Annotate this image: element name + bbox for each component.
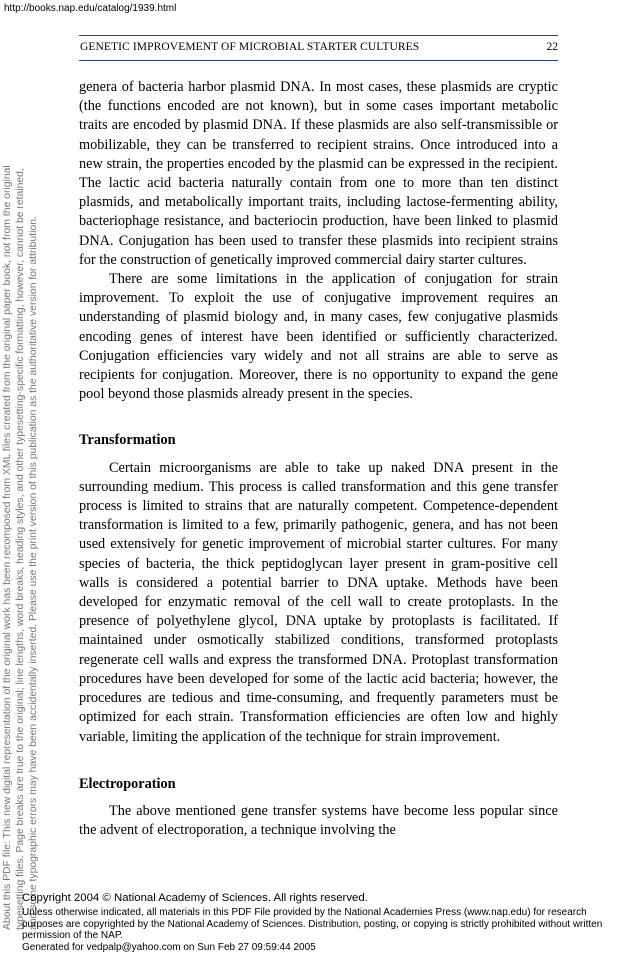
side-disclaimer-line-3: and some typographic errors may have been accidentally inserted. Please use the print version of this publication as the authoritative version for attribution. xyxy=(28,216,40,930)
heading-electroporation: Electroporation xyxy=(79,775,176,792)
running-title: GENETIC IMPROVEMENT OF MICROBIAL STARTER CULTURES xyxy=(80,41,420,53)
copyright-notice: Copyright 2004 © National Academy of Sciences. All rights reserved. xyxy=(22,892,368,904)
paragraph-plasmids: genera of bacteria harbor plasmid DNA. In most cases, these plasmids are cryptic (the functions encoded are not known), but in some cases important metabolic traits are encoded by plasmid DNA. If these plasmids are also self-transmissible or mobilizable, they can be transferred to recipient strains. Once introduced into a new strain, the properties encoded by the plasmid can be expressed in the recipient. The lactic acid bacteria naturally contain from one to more than ten distinct plasmids, and metabolically important traits, including lactose-fermenting ability, bacteriophage resistance, and bacteriocin production, have been linked to plasmid DNA. Conjugation has been used to transfer these plasmids into recipient strains for the construction of genetically improved commercial dairy starter cultures. xyxy=(79,79,558,268)
paragraph-conjugation-limits: There are some limitations in the application of conjugation for strain improvement. To exploit the use of conjugative improvement requires an understanding of plasmid biology and, in many cases, few conjugative plasmids encoding genes of interest have been identified or sufficiently characterized. Conjugation efficiencies vary widely and not all strains are able to serve as recipients for conjugation. Moreover, there is no opportunity to expand the gene pool beyond those plasmids already present in the species. xyxy=(79,271,558,403)
paragraph-transformation: Certain microorganisms are able to take up naked DNA present in the surrounding medium. This process is called transformation and this gene transfer process is limited to strains that are naturally competent. Competence-dependent transformation is limited to a few, primarily pathogenic, genera, and has not been used extensively for genetic improvement of microbial starter cultures. For many species of bacteria, the thick peptidoglycan layer present in gram-positive cell walls is considered a potential barrier to DNA uptake. Methods have been developed for enzymatic removal of the cell wall to create protoplasts. In the presence of polyethylene glycol, DNA uptake by protoplasts is facilitated. If maintained under osmotically stabilized conditions, transformed protoplasts regenerate cell walls and express the transformed DNA. Protoplast transformation procedures have been developed for some of the lactic acid bacteria; however, the procedures are tedious and time-consuming, and frequently parameters must be optimized for each strain. Transformation efficiencies are often low and highly variable, limiting the application of the technique for strain improvement. xyxy=(79,459,558,745)
side-disclaimer-line-1: About this PDF file: This new digital representation of the original work has been recomposed from XML files created from the original paper book, not from the original xyxy=(2,165,13,930)
paragraph-electroporation: The above mentioned gene transfer systems have become less popular since the advent of electroporation, a technique involving the xyxy=(79,802,558,839)
heading-transformation: Transformation xyxy=(79,432,176,449)
generated-line: Generated for vedpalp@yahoo.com on Sun Feb 27 09:59:44 2005 xyxy=(22,941,316,953)
side-disclaimer xyxy=(1,50,41,930)
header-rule-top xyxy=(79,35,558,36)
page-number: 22 xyxy=(546,41,558,53)
header-rule-bottom xyxy=(79,60,558,61)
page-body xyxy=(79,78,558,840)
side-disclaimer-line-2: typesetting files. Page breaks are true to the original; line lengths, word breaks, heading styles, and other typesetting-specific formatting, however, cannot be retained, xyxy=(15,168,27,930)
source-url: http://books.nap.edu/catalog/1939.html xyxy=(4,3,177,14)
page-footer xyxy=(22,892,622,953)
usage-notice: Unless otherwise indicated, all materials in this PDF File provided by the National Academies Press (www.nap.edu) for research purposes are copyrighted by the National Academy of Sciences. Distribution, posting, or copying is strictly prohibited without written permission of the NAP. xyxy=(22,907,603,941)
